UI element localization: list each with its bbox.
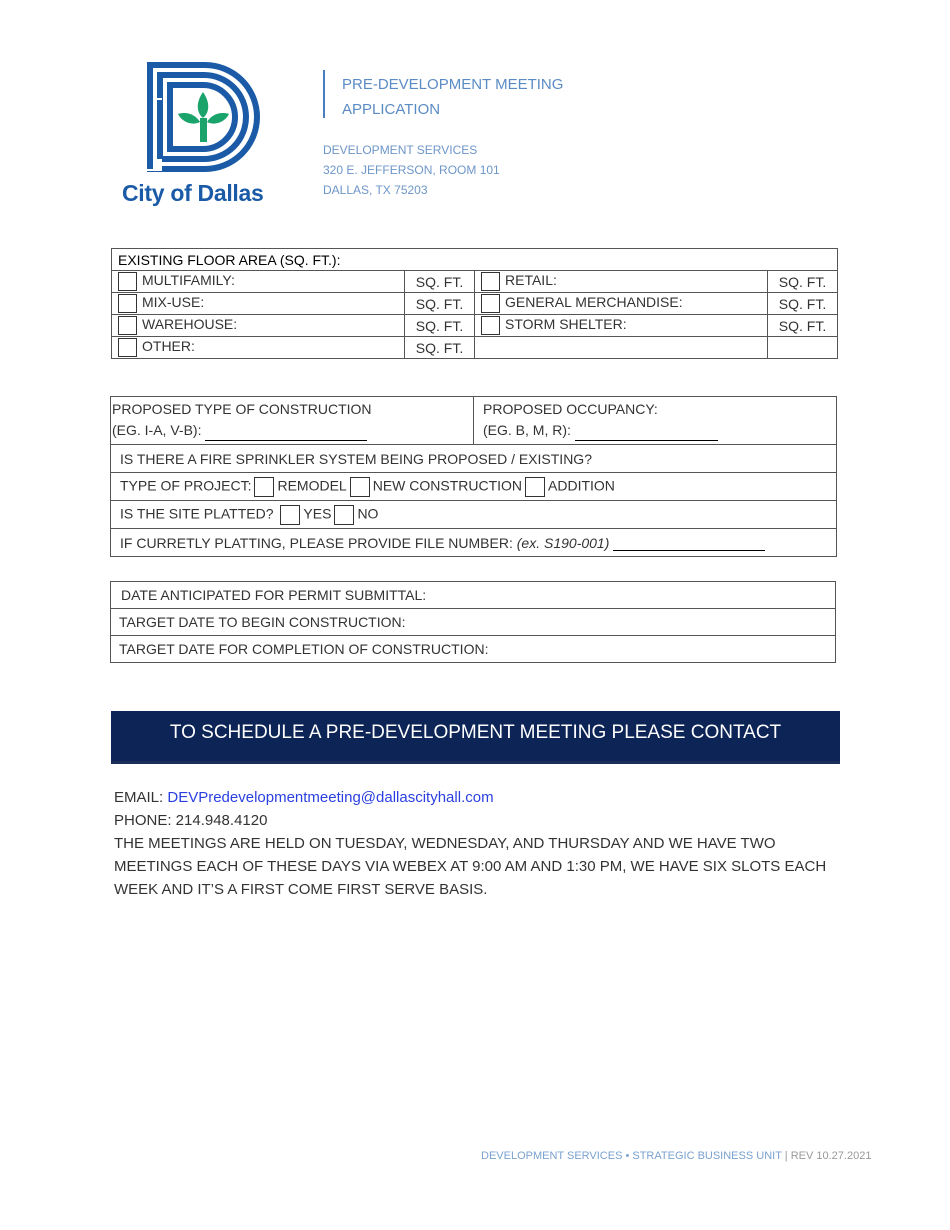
other-checkbox[interactable] [118, 338, 137, 357]
sprinkler-question: IS THERE A FIRE SPRINKLER SYSTEM BEING PROPOSED / EXISTING? [111, 445, 837, 473]
occupancy-field[interactable] [575, 427, 718, 441]
sq-ft-label: SQ. FT. [768, 315, 838, 337]
retail-checkbox[interactable] [481, 272, 500, 291]
sq-ft-label: SQ. FT. [405, 293, 475, 315]
dates-table [110, 581, 836, 663]
platted-no-checkbox[interactable] [334, 505, 354, 525]
sq-ft-label: SQ. FT. [768, 271, 838, 293]
storm-shelter-cell: STORM SHELTER: [475, 315, 768, 337]
phone-line: PHONE: 214.948.4120 [114, 812, 268, 829]
empty-cell [768, 337, 838, 359]
remodel-checkbox[interactable] [254, 477, 274, 497]
new-construction-checkbox[interactable] [350, 477, 370, 497]
occupancy-cell: PROPOSED OCCUPANCY: (EG. B, M, R): [474, 397, 837, 445]
office-address: DEVELOPMENT SERVICES 320 E. JEFFERSON, ROOM 101 DALLAS, TX 75203 [323, 143, 500, 197]
email-link[interactable]: DEVPredevelopmentmeeting@dallascityhall.com [167, 789, 494, 806]
platted-row: IS THE SITE PLATTED? YES NO [111, 501, 837, 529]
construction-type-cell: PROPOSED TYPE OF CONSTRUCTION (EG. I-A, V-B): [111, 397, 474, 445]
retail-cell: RETAIL: [475, 271, 768, 293]
sq-ft-label: SQ. FT. [405, 271, 475, 293]
platting-file-field[interactable] [613, 537, 765, 551]
sq-ft-label: SQ. FT. [405, 337, 475, 359]
project-type-row: TYPE OF PROJECT: REMODEL NEW CONSTRUCTION ADDITION [111, 473, 837, 501]
floor-area-heading: EXISTING FLOOR AREA (SQ. FT.): [112, 249, 838, 271]
dallas-d-logo-icon [120, 60, 270, 175]
mix-use-cell: MIX-USE: [112, 293, 405, 315]
contact-info [114, 786, 834, 901]
footer: DEVELOPMENT SERVICES • STRATEGIC BUSINESS UNIT | REV 10.27.2021 [481, 1150, 872, 1162]
project-table [110, 396, 837, 557]
platting-file-row: IF CURRETLY PLATTING, PLEASE PROVIDE FILE NUMBER: (ex. S190-001) [111, 529, 837, 557]
floor-area-table [111, 248, 838, 359]
general-merchandise-checkbox[interactable] [481, 294, 500, 313]
multifamily-cell: MULTIFAMILY: [112, 271, 405, 293]
construction-type-field[interactable] [205, 427, 367, 441]
addition-checkbox[interactable] [525, 477, 545, 497]
logo-text: City of Dallas [122, 180, 264, 206]
begin-date-row[interactable]: TARGET DATE TO BEGIN CONSTRUCTION: [111, 609, 836, 636]
warehouse-checkbox[interactable] [118, 316, 137, 335]
sq-ft-label: SQ. FT. [405, 315, 475, 337]
platted-yes-checkbox[interactable] [280, 505, 300, 525]
meeting-note: THE MEETINGS ARE HELD ON TUESDAY, WEDNESDAY, AND THURSDAY AND WE HAVE TWO MEETINGS EACH OF THESE DAYS VIA WEBEX AT 9:00 AM AND 1:30 PM, WE HAVE SIX SLOTS EACH WEEK AND IT’S A FIRST COME FIRST SERVE BASIS. [114, 835, 827, 898]
empty-cell [475, 337, 768, 359]
other-cell: OTHER: [112, 337, 405, 359]
storm-shelter-checkbox[interactable] [481, 316, 500, 335]
permit-date-row[interactable]: DATE ANTICIPATED FOR PERMIT SUBMITTAL: [111, 582, 836, 609]
title-divider [323, 70, 325, 118]
email-line: EMAIL: DEVPredevelopmentmeeting@dallascityhall.com [114, 789, 494, 806]
sq-ft-label: SQ. FT. [768, 293, 838, 315]
warehouse-cell: WAREHOUSE: [112, 315, 405, 337]
mix-use-checkbox[interactable] [118, 294, 137, 313]
general-merchandise-cell: GENERAL MERCHANDISE: [475, 293, 768, 315]
page-title: PRE-DEVELOPMENT MEETING APPLICATION [342, 76, 564, 118]
city-logo [120, 60, 290, 210]
multifamily-checkbox[interactable] [118, 272, 137, 291]
contact-banner: TO SCHEDULE A PRE-DEVELOPMENT MEETING PLEASE CONTACT [111, 711, 840, 764]
completion-date-row[interactable]: TARGET DATE FOR COMPLETION OF CONSTRUCTION: [111, 636, 836, 663]
